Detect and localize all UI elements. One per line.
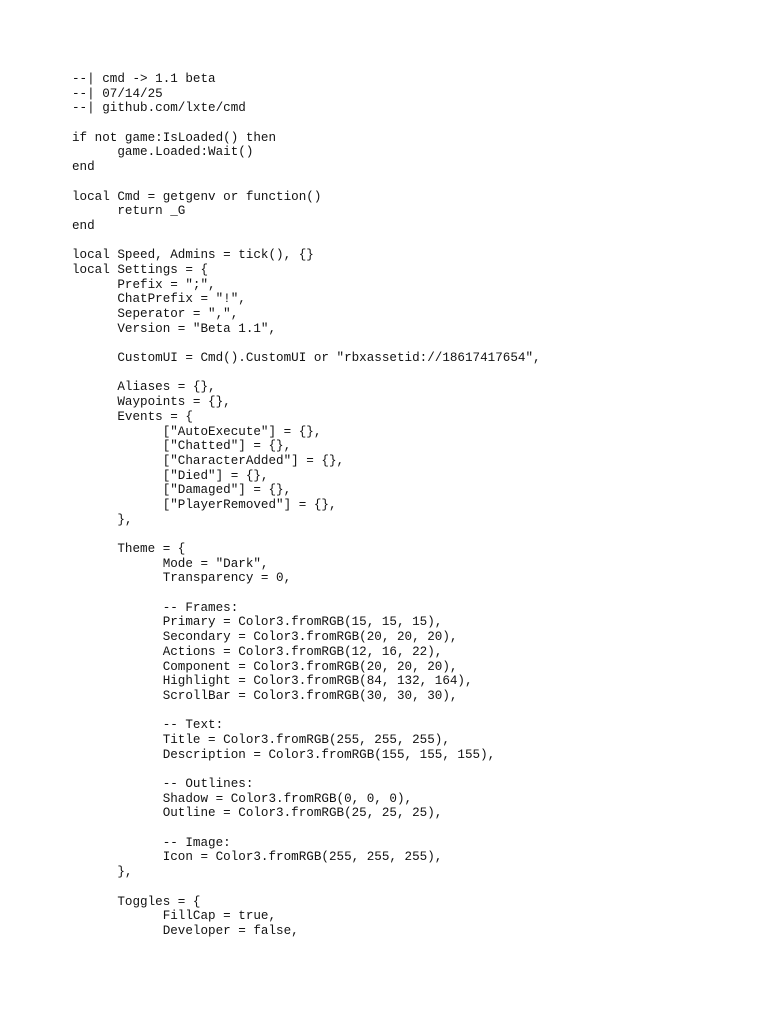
code-line xyxy=(72,880,732,895)
code-line: ["Died"] = {}, xyxy=(72,468,269,483)
code-line: ChatPrefix = "!", xyxy=(72,292,246,307)
code-line: local Speed, Admins = tick(), {} xyxy=(72,248,314,263)
code-line: Primary = Color3.fromRGB(15, 15, 15), xyxy=(72,615,443,630)
code-line: Events = { xyxy=(72,409,193,424)
code-line xyxy=(72,821,732,836)
code-line: FillCap = true, xyxy=(72,909,277,924)
code-line: ["PlayerRemoved"] = {}, xyxy=(72,497,337,512)
code-line: Transparency = 0, xyxy=(72,571,292,586)
code-line: Developer = false, xyxy=(72,923,299,938)
code-line xyxy=(72,527,732,542)
code-line: if not game:IsLoaded() then xyxy=(72,130,277,145)
code-document xyxy=(72,72,732,939)
code-line: end xyxy=(72,160,95,175)
code-line: Seperator = ",", xyxy=(72,307,239,321)
code-line: --| github.com/lxte/cmd xyxy=(72,101,246,116)
code-line: Version = "Beta 1.1", xyxy=(72,321,277,336)
code-line: --| cmd -> 1.1 beta xyxy=(72,72,216,86)
code-line xyxy=(72,116,732,131)
code-line: }, xyxy=(72,865,133,880)
code-line: Description = Color3.fromRGB(155, 155, 155), xyxy=(72,747,496,762)
code-line: game.Loaded:Wait() xyxy=(72,145,254,160)
code-line: ["Chatted"] = {}, xyxy=(72,439,292,454)
code-line: return _G xyxy=(72,204,186,219)
code-line xyxy=(72,234,732,249)
code-line: -- Frames: xyxy=(72,600,239,615)
code-line: ScrollBar = Color3.fromRGB(30, 30, 30), xyxy=(72,688,458,703)
code-line: Title = Color3.fromRGB(255, 255, 255), xyxy=(72,732,450,747)
code-line: Highlight = Color3.fromRGB(84, 132, 164), xyxy=(72,674,473,689)
code-line: ["Damaged"] = {}, xyxy=(72,483,292,498)
code-line: Shadow = Color3.fromRGB(0, 0, 0), xyxy=(72,791,413,806)
code-line: end xyxy=(72,218,95,233)
code-line: Outline = Color3.fromRGB(25, 25, 25), xyxy=(72,806,443,821)
code-line xyxy=(72,336,732,351)
code-line: Toggles = { xyxy=(72,894,201,909)
code-line xyxy=(72,586,732,601)
code-line: Component = Color3.fromRGB(20, 20, 20), xyxy=(72,659,458,674)
code-line xyxy=(72,704,732,719)
code-line: local Settings = { xyxy=(72,262,209,277)
code-line xyxy=(72,762,732,777)
code-line: CustomUI = Cmd().CustomUI or "rbxassetid://18617417654", xyxy=(72,351,541,366)
code-line: Prefix = ";", xyxy=(72,277,216,292)
code-line xyxy=(72,366,732,381)
code-line: Mode = "Dark", xyxy=(72,556,269,571)
code-line: ["AutoExecute"] = {}, xyxy=(72,424,322,439)
code-line: Icon = Color3.fromRGB(255, 255, 255), xyxy=(72,850,443,865)
code-line: }, xyxy=(72,512,133,527)
code-line: Secondary = Color3.fromRGB(20, 20, 20), xyxy=(72,630,458,645)
code-line: Waypoints = {}, xyxy=(72,395,231,410)
code-line: local Cmd = getgenv or function() xyxy=(72,189,322,204)
code-line: -- Image: xyxy=(72,835,231,850)
code-line: --| 07/14/25 xyxy=(72,86,163,101)
code-line xyxy=(72,175,732,190)
code-line: Aliases = {}, xyxy=(72,380,216,395)
code-line: Actions = Color3.fromRGB(12, 16, 22), xyxy=(72,644,443,659)
code-line: Theme = { xyxy=(72,542,186,556)
code-line: -- Text: xyxy=(72,718,224,733)
code-line: ["CharacterAdded"] = {}, xyxy=(72,453,345,468)
code-line: -- Outlines: xyxy=(72,777,254,791)
